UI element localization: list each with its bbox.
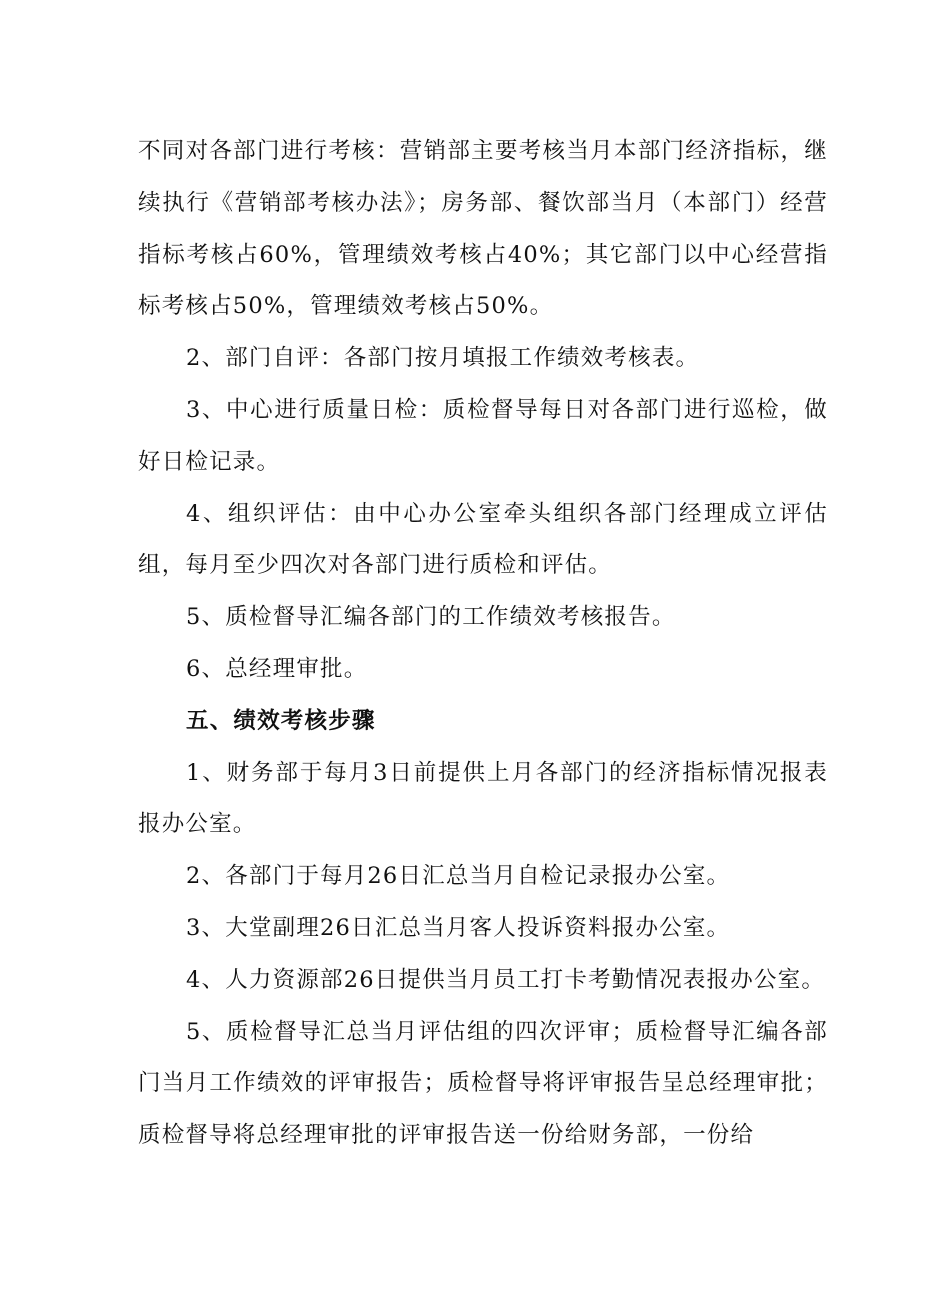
paragraph-department-selfcheck: 2、各部门于每月26日汇总当月自检记录报办公室。 xyxy=(186,863,731,890)
paragraph-step-organize-evaluation: 4、组织评估：由中心办公室牵头组织各部门经理成立评估组，每月至少四次对各部门进行质检和评估。 xyxy=(138,500,828,579)
paragraph-step-self-evaluation: 2、部门自评：各部门按月填报工作绩效考核表。 xyxy=(186,345,700,372)
document-body xyxy=(138,126,828,1162)
paragraph-hr-attendance: 4、人力资源部26日提供当月员工打卡考勤情况表报办公室。 xyxy=(186,966,826,993)
paragraph-step-compile-report: 5、质检督导汇编各部门的工作绩效考核报告。 xyxy=(186,604,676,631)
paragraph-step-daily-inspection: 3、中心进行质量日检：质检督导每日对各部门进行巡检，做好日检记录。 xyxy=(138,396,828,475)
paragraph-quality-review: 5、质检督导汇总当月评估组的四次评审；质检督导汇编各部门当月工作绩效的评审报告；质检督导将评审报告呈总经理审批；质检督导将总经理审批的评审报告送一份给财务部，一份给 xyxy=(138,1018,828,1149)
paragraph-lobby-complaints: 3、大堂副理26日汇总当月客人投诉资料报办公室。 xyxy=(186,914,731,941)
paragraph-step-gm-approval: 6、总经理审批。 xyxy=(186,655,368,682)
section-heading-assessment-steps: 五、绩效考核步骤 xyxy=(186,707,376,734)
paragraph-assessment-weights: 不同对各部门进行考核：营销部主要考核当月本部门经济指标，继续执行《营销部考核办法》；房务部、餐饮部当月（本部门）经营指标考核占60%，管理绩效考核占40%；其它部门以中心经营指标考核占50%，管理绩效考核占50%。 xyxy=(138,138,828,320)
paragraph-finance-report: 1、财务部于每月3日前提供上月各部门的经济指标情况报表报办公室。 xyxy=(138,759,828,838)
